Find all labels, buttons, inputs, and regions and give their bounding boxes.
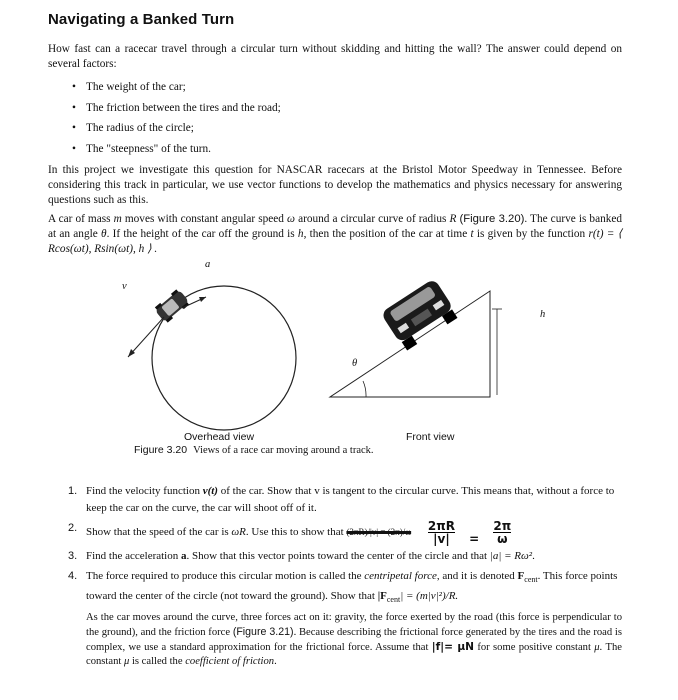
problem-2: 2. Show that the speed of the car is ωR. Use this to show that (2πR)/|v| = (2π)/ω $\frac{2\pi R}{|v|}$ = $\frac{2\pi}{\omega}$ (68, 519, 512, 546)
handwritten-friction: |f|= μN (431, 641, 475, 654)
list-item: • The friction between the tires and the road; (48, 98, 622, 119)
figure-caption: Figure 3.20 Views of a race car moving around a track. (134, 444, 374, 456)
nascar-paragraph: In this project we investigate this question for NASCAR racecars at the Bristol Motor Speedway in Tennessee. Before considering this track in particular, we use vector functions to develop the mathematics and physics necessary for answering questions such as this. (48, 164, 622, 206)
velocity-label: v (122, 281, 127, 292)
figure-link[interactable]: (Figure 3.21) (232, 626, 294, 639)
figure-link[interactable]: (Figure 3.20) (459, 213, 525, 225)
car-front-icon (380, 278, 459, 351)
forces-paragraph: As the car moves around the curve, three forces act on it: gravity, the force exerted by the road (this force is perpendicular to the ground), and the friction force (Figure 3.21). Because describing the frictional force generated by the tires and the road is complex, we use a standard approximation for the frictional force. Assume that |f|= μN for some positive constant μ. The constant μ is called the coefficient of friction. (86, 612, 622, 668)
car-overhead-icon (153, 288, 190, 324)
setup-paragraph: A car of mass m moves with constant angular speed ω around a circular curve of radius R (Figure 3.20). The curve is banked at an angle θ. If the height of the car off the ground is h, then the position of the car at time t is given by the function r(t) = ⟨ Rcos(ωt), Rsin(ωt), h ⟩ . (48, 213, 623, 255)
height-label: h (540, 309, 546, 320)
list-item: • The "steepness" of the turn. (48, 139, 622, 160)
overhead-view-label: Overhead view (184, 431, 255, 443)
problem-4: 4. The force required to produce this circular motion is called the centripetal force, and it is denoted $F_{cent}$. This force points toward the center of the circle (not toward the ground). Show that $|F_{cent}| = (m|v|^2)/R$. (68, 570, 618, 605)
document-page (48, 8, 622, 669)
list-item: • The radius of the circle; (48, 118, 622, 139)
problem-3: 3. Find the acceleration a. Show that this vector points toward the center of the circle and that |a| = Rω². (68, 550, 535, 562)
acceleration-label: a (205, 259, 211, 270)
velocity-arrow (128, 317, 164, 357)
problem-list (48, 483, 622, 608)
theta-label: θ (352, 358, 358, 369)
position-formula: r(t) = ⟨ Rcos(ωt), Rsin(ωt), h ⟩ . (48, 228, 623, 255)
problem-1: 1. Find the velocity function v(t) of the car. Show that v is tangent to the circular curve. This means that, without a force to keep the car on the curve, the car will shoot off of it. (68, 485, 615, 514)
handwritten-formula: $\frac{2\pi R}{|v|}$ = $\frac{2\pi}{\omega}$ (427, 519, 512, 546)
struck-formula: (2πR)/|v| = (2π)/ω (346, 527, 412, 538)
angle-arc (363, 381, 366, 397)
intro-paragraph: How fast can a racecar travel through a circular turn without skidding and hitting the wall? The answer could depend on several factors: (48, 43, 622, 70)
page-title: Navigating a Banked Turn (48, 11, 235, 28)
race-car-diagram (48, 261, 622, 471)
list-item: • The weight of the car; (48, 77, 622, 98)
factor-list (48, 77, 622, 159)
front-view-label: Front view (406, 431, 455, 443)
figure-3-20 (48, 261, 622, 471)
